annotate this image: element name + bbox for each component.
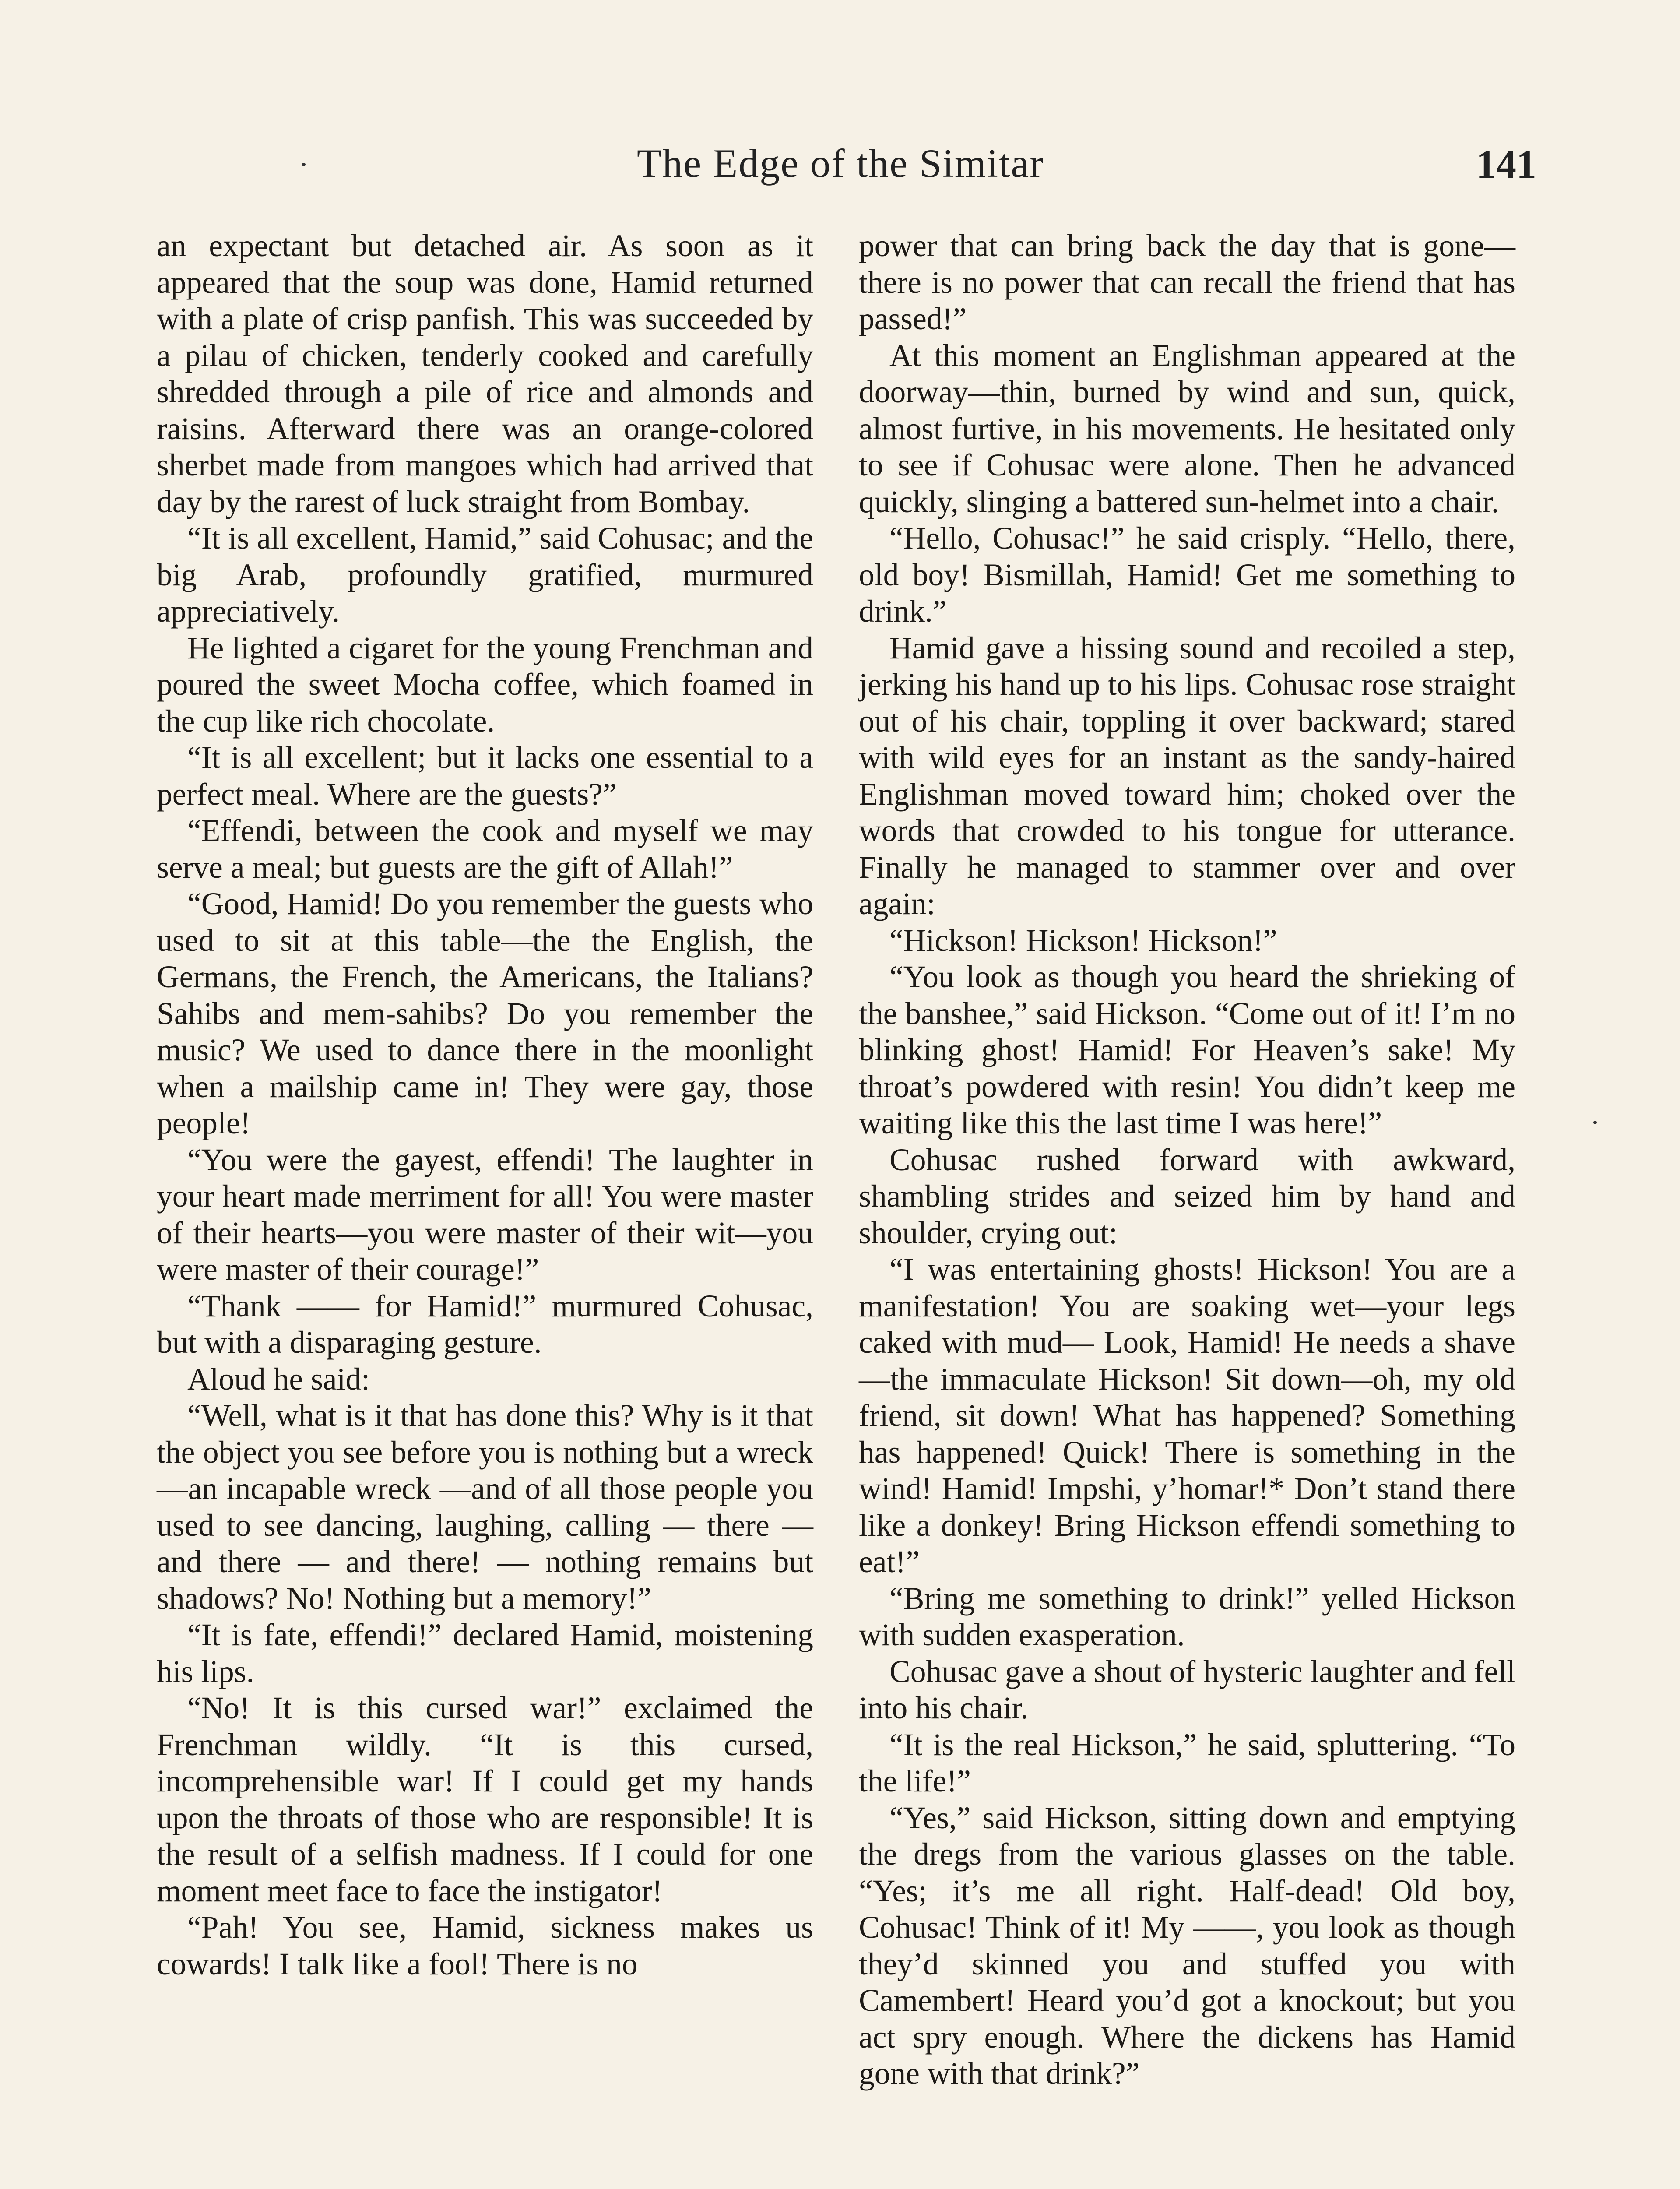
right-column bbox=[859, 228, 1515, 2092]
paragraph: “Good, Hamid! Do you remember the guests who used to sit at this table—the the English, the Germans, the French, the Americans, the Italians? Sahibs and mem-sahibs? Do you remember the music? We used to dance there in the moonlight when a mailship came in! They were gay, those people! bbox=[157, 887, 813, 1140]
paragraph: Cohusac gave a shout of hysteric laughter and fell into his chair. bbox=[859, 1654, 1515, 1725]
paragraph: Aloud he said: bbox=[187, 1362, 370, 1397]
paragraph: power that can bring back the day that is gone—there is no power that can recall the friend that has passed!” bbox=[859, 229, 1515, 336]
paragraph: “No! It is this cursed war!” exclaimed the Frenchman wildly. “It is this cursed, incomprehensible war! If I could get my hands upon the throats of those who are responsible! It is the result of a selfish madness. If I could for one moment meet face to face the instigator! bbox=[157, 1691, 813, 1908]
paragraph: “Thank —— for Hamid!” murmured Cohusac, but with a disparaging gesture. bbox=[157, 1288, 813, 1360]
ink-speck bbox=[1593, 1121, 1597, 1124]
left-column bbox=[157, 228, 813, 1982]
paragraph: Cohusac rushed forward with awkward, shambling strides and seized him by hand and shoulder, crying out: bbox=[859, 1142, 1515, 1250]
page-number: 141 bbox=[1476, 142, 1536, 187]
paragraph: “It is fate, effendi!” declared Hamid, moistening his lips. bbox=[157, 1618, 813, 1689]
paragraph: He lighted a cigaret for the young Frenchman and poured the sweet Mocha coffee, which foamed in the cup like rich chocolate. bbox=[157, 630, 813, 739]
running-title: The Edge of the Simitar bbox=[637, 141, 1044, 186]
paragraph: “Bring me something to drink!” yelled Hickson with sudden exasperation. bbox=[859, 1581, 1515, 1652]
ink-speck bbox=[302, 163, 306, 166]
paragraph: “I was entertaining ghosts! Hickson! You are a manifestation! You are soaking wet—your legs caked with mud— Look, Hamid! He needs a shave—the immaculate Hickson! Sit down—oh, my old friend, sit down! What has happened? Something has happened! Quick! There is something in the wind! Hamid! Impshi, y’homar!* Don’t stand there like a donkey! Bring Hickson effendi something to eat!” bbox=[859, 1252, 1515, 1579]
paragraph: “You look as though you heard the shrieking of the banshee,” said Hickson. “Come out of it! I’m no blinking ghost! Hamid! For Heaven’s sake! My throat’s powdered with resin! You didn’t keep me waiting like this the last time I was here!” bbox=[859, 960, 1515, 1140]
paragraph: “It is all excellent, Hamid,” said Cohusac; and the big Arab, profoundly gratified, murmured appreciatively. bbox=[157, 521, 813, 629]
paragraph: an expectant but detached air. As soon as it appeared that the soup was done, Hamid returned with a plate of crisp panfish. This was succeeded by a pilau of chicken, tenderly cooked and carefully shredded through a pile of rice and almonds and raisins. Afterward there was an orange-colored sherbet made from mangoes which had arrived that day by the rarest of luck straight from Bombay. bbox=[157, 229, 813, 519]
paragraph: “Effendi, between the cook and myself we may serve a meal; but guests are the gift of Allah!” bbox=[157, 813, 813, 885]
paragraph: “It is the real Hickson,” he said, spluttering. “To the life!” bbox=[859, 1727, 1515, 1798]
paragraph: Hamid gave a hissing sound and recoiled a step, jerking his hand up to his lips. Cohusac rose straight out of his chair, toppling it over backward; stared with wild eyes for an instant as the sandy-haired Englishman moved toward him; choked over the words that crowded to his tongue for utterance. Finally he managed to stammer over and over again: bbox=[859, 630, 1515, 921]
paragraph: “Well, what is it that has done this? Why is it that the object you see before you is nothing but a wreck—an incapable wreck —and of all those people you used to see dancing, laughing, calling — there — and there — and there! — nothing remains but shadows? No! Nothing but a memory!” bbox=[157, 1398, 813, 1616]
paragraph: “Yes,” said Hickson, sitting down and emptying the dregs from the various glasses on the table. “Yes; it’s me all right. Half-dead! Old boy, Cohusac! Think of it! My ——, you look as though they’d skinned you and stuffed you with Camembert! Heard you’d got a knockout; but you act spry enough. Where the dickens has Hamid gone with that drink?” bbox=[859, 1800, 1515, 2091]
paragraph: “It is all excellent; but it lacks one essential to a perfect meal. Where are the guests?” bbox=[157, 740, 813, 812]
page-header bbox=[149, 131, 1536, 197]
paragraph: “Hickson! Hickson! Hickson!” bbox=[889, 923, 1277, 958]
paragraph: “Hello, Cohusac!” he said crisply. “Hello, there, old boy! Bismillah, Hamid! Get me something to drink.” bbox=[859, 521, 1515, 629]
paragraph: At this moment an Englishman appeared at the doorway—thin, burned by wind and sun, quick, almost furtive, in his movements. He hesitated only to see if Cohusac were alone. Then he advanced quickly, slinging a battered sun-helmet into a chair. bbox=[859, 338, 1515, 519]
paragraph: “Pah! You see, Hamid, sickness makes us cowards! I talk like a fool! There is no bbox=[157, 1910, 813, 1981]
paragraph: “You were the gayest, effendi! The laughter in your heart made merriment for all! You were master of their hearts—you were master of their wit—you were master of their courage!” bbox=[157, 1142, 813, 1287]
